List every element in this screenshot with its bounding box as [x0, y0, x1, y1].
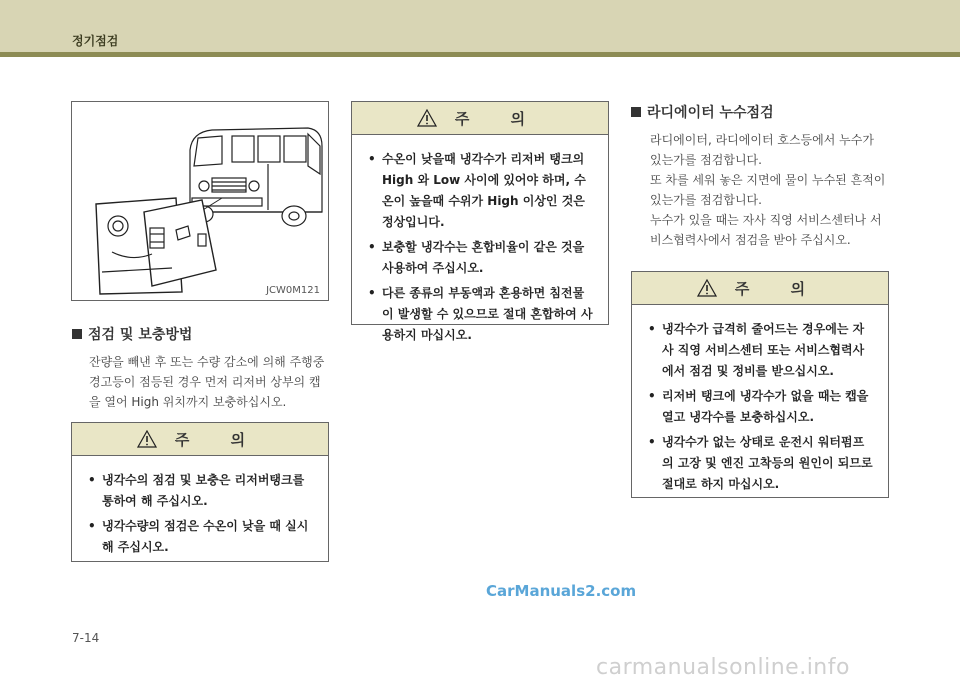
inspection-paragraph [89, 352, 339, 412]
warning-triangle-icon [697, 279, 717, 297]
heading-square-icon [72, 329, 82, 339]
figure-code: JCW0M121 [266, 285, 320, 296]
paragraph-line: 잔량을 빼낸 후 또는 수량 감소에 의해 주행중 [89, 355, 325, 369]
paragraph-line: 라디에이터, 라디에이터 호스등에서 누수가 [650, 133, 874, 147]
caution-item: • 냉각수량의 점검은 수온이 낮을 때 실시해 주십시오. [86, 516, 314, 558]
radiator-paragraph [650, 130, 900, 250]
paragraph-line: 있는가를 점검합니다. [650, 153, 762, 167]
page-number: 7-14 [72, 631, 100, 645]
section-heading-text: 점검 및 보충방법 [88, 327, 193, 343]
paragraph-line: 있는가를 점검합니다. [650, 193, 762, 207]
caution-box-right [631, 271, 889, 498]
header-rule [0, 52, 960, 57]
caution-list [72, 456, 328, 570]
warning-triangle-icon [137, 430, 157, 448]
site-watermark: CarManuals2.com [486, 582, 637, 600]
caution-item: • 냉각수가 없는 상태로 운전시 워터펌프의 고장 및 엔진 고착등의 원인이 되므로 절대로 하지 마십시오. [646, 432, 874, 495]
caution-item: • 보충할 냉각수는 혼합비율이 같은 것을 사용하여 주십시오. [366, 237, 594, 279]
paragraph-line: 비스협력사에서 점검을 받아 주십시오. [650, 233, 851, 247]
caution-item: • 냉각수의 점검 및 보충은 리저버탱크를 통하여 해 주십시오. [86, 470, 314, 512]
paragraph-line: 경고등이 점등된 경우 먼저 리저버 상부의 캡 [89, 375, 321, 389]
caution-item: • 리저버 탱크에 냉각수가 없을 때는 캡을 열고 냉각수를 보충하십시오. [646, 386, 874, 428]
paragraph-line: 또 차를 세워 놓은 지면에 물이 누수된 흔적이 [650, 173, 886, 187]
caution-box-left [71, 422, 329, 562]
caution-item: • 다른 종류의 부동액과 혼용하면 침전물이 발생할 수 있으므로 절대 혼합하여 사용하지 마십시오. [366, 283, 594, 346]
page-header [0, 0, 960, 52]
bus-reservoir-drawing [72, 102, 330, 302]
section-heading-radiator [631, 102, 774, 122]
caution-title: 주 의 [454, 109, 544, 128]
bus-illustration-figure [71, 101, 329, 301]
section-heading-inspection [72, 324, 192, 344]
section-heading-text: 라디에이터 누수점검 [647, 105, 774, 121]
caution-title: 주 의 [174, 430, 264, 449]
caution-item: • 수온이 낮을때 냉각수가 리저버 탱크의 High 와 Low 사이에 있어야 하며, 수온이 높을때 수위가 High 이상인 것은 정상입니다. [366, 149, 594, 233]
paragraph-line: 누수가 있을 때는 자사 직영 서비스센터나 서 [650, 213, 882, 227]
paragraph-line: 을 열어 High 위치까지 보충하십시오. [89, 395, 287, 409]
caution-header [72, 423, 328, 456]
caution-header [352, 102, 608, 135]
caution-box-middle [351, 101, 609, 342]
chapter-title: 정기점검 [72, 34, 119, 48]
caution-header [632, 272, 888, 305]
footer-watermark: carmanualsonline.info [596, 655, 850, 680]
heading-square-icon [631, 107, 641, 117]
caution-title: 주 의 [734, 279, 824, 298]
warning-triangle-icon [417, 109, 437, 127]
caution-item: • 냉각수가 급격히 줄어드는 경우에는 자사 직영 서비스센터 또는 서비스협력사에서 점검 및 정비를 받으십시오. [646, 319, 874, 382]
caution-list [632, 305, 888, 507]
caution-list [352, 135, 608, 358]
